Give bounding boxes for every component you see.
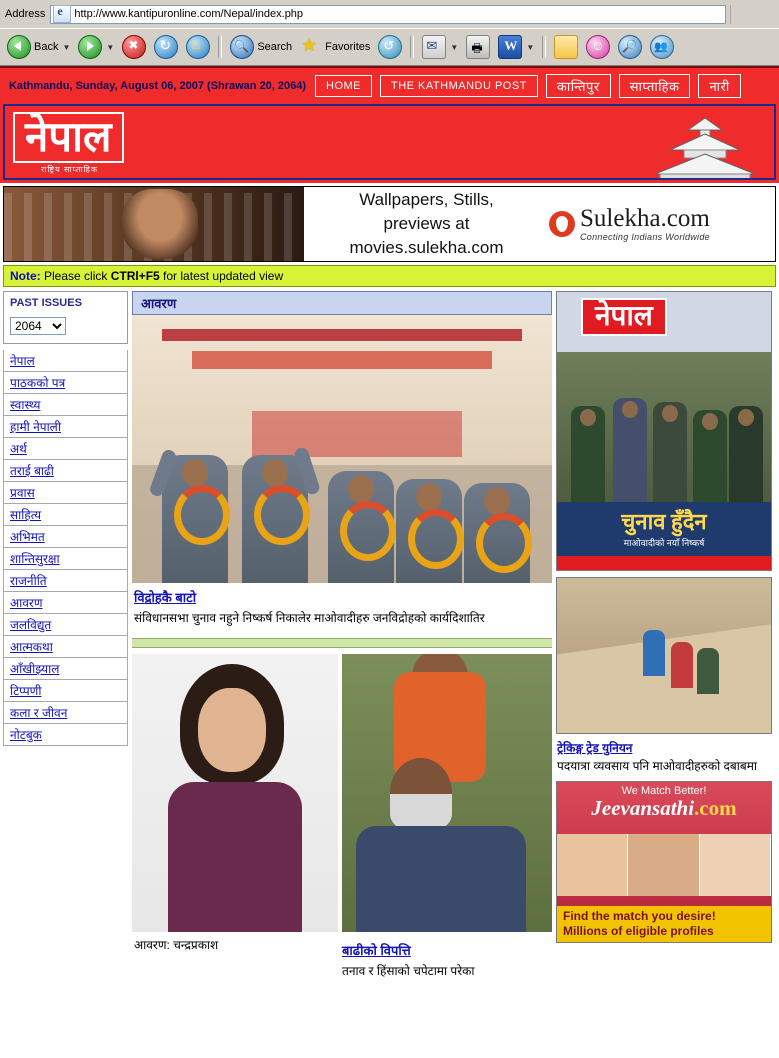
sidebar-item-we-nepali[interactable] — [3, 416, 128, 438]
sidebar-label: स्वास्थ्य — [10, 398, 41, 412]
nav-saptahik[interactable]: साप्ताहिक — [619, 74, 691, 98]
jeevansathi-advertisement[interactable] — [556, 781, 772, 943]
face-1 — [557, 834, 628, 896]
sidebar-item-diaspora[interactable] — [3, 482, 128, 504]
section-header: आवरण — [132, 291, 552, 315]
history-button[interactable] — [375, 32, 405, 62]
messenger-button[interactable] — [583, 32, 613, 62]
sidebar-label: आवरण — [10, 596, 43, 610]
sidebar-item-cover[interactable] — [3, 592, 128, 614]
girl-face-graphic — [198, 688, 266, 772]
note-bar — [3, 265, 776, 287]
back-button[interactable] — [4, 32, 73, 62]
note-text-before: Please click — [40, 269, 111, 283]
back-chevron-down-icon[interactable]: ▼ — [62, 42, 71, 52]
sidebar-item-opinion[interactable] — [3, 526, 128, 548]
trek-photo[interactable] — [556, 577, 772, 734]
toolbar-divider — [218, 36, 222, 58]
nav-nari[interactable]: नारी — [698, 74, 740, 98]
masthead-logo-box — [13, 112, 124, 163]
girl-body-graphic — [168, 782, 302, 932]
forward-arrow-icon — [78, 35, 102, 59]
browser-toolbar — [0, 28, 779, 65]
history-icon — [378, 35, 402, 59]
jeevansathi-brand: Jeevansathi — [591, 796, 695, 820]
sidebar-label: टिप्पणी — [10, 684, 42, 698]
note-text-after: for latest updated view — [159, 269, 284, 283]
sidebar-label: आँखीझ्याल — [10, 662, 60, 676]
main-column — [132, 291, 552, 981]
sulekha-tagline: Connecting Indians Worldwide — [580, 232, 710, 242]
search-icon — [230, 35, 254, 59]
masthead-wrap — [0, 104, 779, 183]
ad-brand — [549, 187, 775, 261]
jeevansathi-domain: .com — [694, 796, 737, 820]
content-area — [0, 287, 779, 981]
sidebar-item-autobiography[interactable] — [3, 636, 128, 658]
back-arrow-icon — [7, 35, 31, 59]
past-issues-box — [3, 291, 128, 344]
face-3 — [700, 834, 771, 896]
cover-subline: माओवादीको नयाँ निष्कर्ष — [623, 538, 705, 548]
address-url-text: http://www.kantipuronline.com/Nepal/index.php — [74, 8, 304, 20]
lead-story-text: संविधानसभा चुनाव नहुने निष्कर्ष निकालेर माओवादीहरु जनविद्रोहको कार्यदिशातिर — [134, 611, 485, 625]
favorites-button[interactable] — [297, 32, 373, 62]
masthead-logo: नेपाल — [25, 115, 112, 161]
home-button[interactable] — [183, 32, 213, 62]
lead-photo[interactable] — [132, 315, 552, 583]
mail-button[interactable] — [419, 32, 461, 62]
face-2 — [628, 834, 699, 896]
cover-bottom-band — [557, 556, 771, 570]
sidebar-item-politics[interactable] — [3, 570, 128, 592]
sidebar-item-notebook[interactable] — [3, 724, 128, 746]
banner-stripe-2 — [192, 351, 492, 369]
address-label: Address — [5, 8, 46, 20]
sidebar-item-nepal[interactable] — [3, 350, 128, 372]
star-icon — [300, 36, 322, 58]
trekker-2-graphic — [671, 642, 693, 688]
sidebar-label: तराई बाढी — [10, 464, 54, 478]
sidebar-item-comment[interactable] — [3, 680, 128, 702]
ad-image — [4, 187, 304, 261]
past-issues-title: PAST ISSUES — [10, 297, 82, 309]
ad-text — [304, 187, 549, 261]
sidebar-item-health[interactable] — [3, 394, 128, 416]
people-icon — [650, 35, 674, 59]
trek-story-text: पदयात्रा व्यवसाय पनि माओवादीहरुको दबाबमा — [557, 759, 757, 773]
people-button[interactable] — [647, 32, 677, 62]
ad-line-1: Wallpapers, Stills, — [359, 190, 494, 209]
crowd-graphic — [132, 453, 552, 583]
jeevansathi-cta[interactable] — [557, 906, 771, 942]
sidebar-label: शान्तिसुरक्षा — [10, 552, 60, 566]
sidebar-label: जलविद्युत — [10, 618, 52, 632]
back-label: Back — [34, 41, 59, 53]
sidebar-label: प्रवास — [10, 486, 35, 500]
sidebar-item-terai-flood[interactable] — [3, 460, 128, 482]
nav-home[interactable]: HOME — [315, 75, 372, 97]
sidebar-item-economy[interactable] — [3, 438, 128, 460]
zoom-button[interactable] — [615, 32, 645, 62]
ad-line-3: movies.sulekha.com — [349, 238, 504, 257]
search-label: Search — [257, 41, 293, 53]
messenger-icon — [586, 35, 610, 59]
jeevansathi-cta-line-2: Millions of eligible profiles — [563, 924, 714, 938]
right-column — [556, 291, 772, 943]
sulekha-mark-icon — [549, 211, 575, 237]
forward-chevron-down-icon[interactable]: ▼ — [106, 42, 115, 52]
jeevansathi-logo — [557, 797, 771, 819]
sidebar-item-peace-security[interactable] — [3, 548, 128, 570]
section-divider — [132, 638, 552, 648]
banner-stripe-1 — [162, 329, 522, 341]
edit-chevron-down-icon[interactable]: ▼ — [526, 42, 535, 52]
lead-story-title[interactable]: विद्रोहकै बाटो — [134, 590, 197, 605]
temple-icon — [650, 116, 760, 180]
forward-button[interactable] — [75, 32, 117, 62]
sidebar-label: अभिमत — [10, 530, 45, 544]
jeevansathi-faces-graphic — [557, 834, 771, 896]
address-bar-row — [0, 0, 779, 28]
search-button[interactable] — [227, 32, 295, 62]
sidebar-label: नेपाल — [10, 354, 35, 368]
magazine-cover[interactable] — [556, 291, 772, 571]
sidebar-item-hydropower[interactable] — [3, 614, 128, 636]
trek-story-title[interactable]: ट्रेकिङ्ग ट्रेड युनियन — [557, 741, 633, 755]
second-story-text: तनाव र हिंसाको चपेटामा परेका — [342, 964, 475, 978]
trekker-1-graphic — [643, 630, 665, 676]
girl-photo[interactable] — [132, 654, 338, 932]
web-page — [0, 66, 779, 981]
sidebar-label: कला र जीवन — [10, 706, 68, 720]
banner-stripe-3 — [252, 411, 462, 457]
stop-button[interactable] — [119, 32, 149, 62]
word-icon — [498, 35, 522, 59]
note-key: CTRl+F5 — [110, 269, 160, 283]
sidebar-item-readers-letter[interactable] — [3, 372, 128, 394]
print-button[interactable] — [463, 32, 493, 62]
sidebar — [3, 291, 128, 746]
top-advertisement[interactable] — [3, 186, 776, 262]
nav-kathmandu-post[interactable]: THE KATHMANDU POST — [380, 75, 538, 97]
mail-icon — [422, 35, 446, 59]
browser-chrome — [0, 0, 779, 66]
sulekha-logo — [549, 206, 710, 242]
masthead[interactable] — [3, 104, 776, 180]
jeevansathi-tagline: We Match Better! — [621, 785, 707, 797]
girl-photo-credit: आवरण: चन्द्रप्रकाश — [134, 938, 219, 952]
sidebar-label: नोटबुक — [10, 728, 42, 742]
sidebar-label: आत्मकथा — [10, 640, 53, 654]
sidebar-item-art-life[interactable] — [3, 702, 128, 724]
site-topbar — [0, 66, 779, 104]
jeevansathi-cta-line-1: Find the match you desire! — [563, 909, 716, 923]
favorites-label: Favorites — [325, 41, 371, 53]
sidebar-label: राजनीति — [10, 574, 47, 588]
site-nav — [315, 74, 741, 98]
stop-icon — [122, 35, 146, 59]
cover-logo: नेपाल — [581, 298, 667, 336]
flood-photo[interactable] — [342, 654, 552, 932]
sidebar-label: पाठकको पत्र — [10, 376, 66, 390]
nav-kantipur[interactable]: कान्तिपुर — [546, 74, 611, 98]
cover-photo — [557, 352, 771, 502]
edit-button[interactable] — [495, 32, 537, 62]
refresh-button[interactable] — [151, 32, 181, 62]
notes-button[interactable] — [551, 32, 581, 62]
sidebar-label: हामी नेपाली — [10, 420, 61, 434]
home-icon — [186, 35, 210, 59]
refresh-icon — [154, 35, 178, 59]
dateline: Kathmandu, Sunday, August 06, 2007 (Shrawan 20, 2064) — [8, 79, 307, 92]
ad-line-2: previews at — [383, 214, 470, 233]
second-story-captions — [132, 936, 552, 981]
printer-icon — [466, 35, 490, 59]
toolbar-divider-2 — [410, 36, 414, 58]
man-body-graphic — [356, 826, 526, 932]
sidebar-item-literature[interactable] — [3, 504, 128, 526]
masthead-tagline: राष्ट्रिय साप्ताहिक — [41, 165, 98, 174]
sidebar-item-window[interactable] — [3, 658, 128, 680]
toolbar-divider-3 — [542, 36, 546, 58]
second-story-title[interactable]: बाढीको विपत्ति — [342, 943, 411, 958]
go-button[interactable] — [730, 5, 779, 24]
mail-chevron-down-icon[interactable]: ▼ — [450, 42, 459, 52]
photo-pair — [132, 654, 552, 932]
page-icon — [53, 5, 71, 23]
ad-face-graphic — [122, 189, 198, 259]
year-select[interactable] — [10, 317, 66, 335]
cover-headline: चुनाव हुँदैन — [621, 509, 707, 534]
sidebar-label: अर्थ — [10, 442, 27, 456]
sulekha-brand-text: Sulekha.com — [580, 205, 710, 232]
address-input[interactable] — [50, 5, 726, 24]
trekker-3-graphic — [697, 648, 719, 694]
sidebar-label: साहित्य — [10, 508, 42, 522]
magnifier-icon — [618, 35, 642, 59]
note-label: Note: — [10, 269, 41, 283]
note-icon — [554, 35, 578, 59]
